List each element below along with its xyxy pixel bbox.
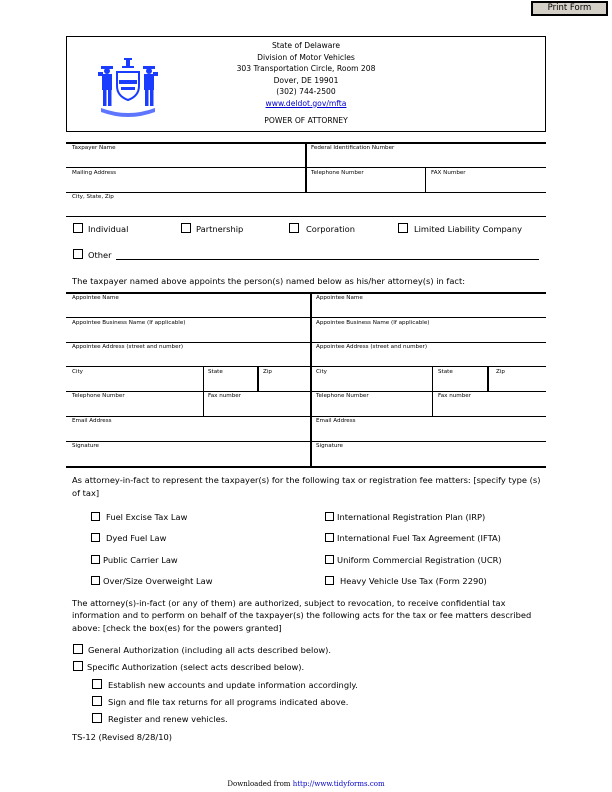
partnership-label: Partnership: [196, 224, 244, 234]
other-label: Other: [88, 250, 112, 260]
divider: [66, 317, 546, 318]
individual-checkbox[interactable]: [73, 223, 83, 233]
appointee1-fax-field[interactable]: [206, 400, 308, 414]
appointee2-phone-field[interactable]: [314, 400, 430, 414]
divider: [203, 366, 204, 391]
appointee1-email-label: Email Address: [72, 418, 112, 424]
appointee2-signature-field[interactable]: [314, 450, 544, 464]
taxpayer-name-label: Taxpayer Name: [72, 145, 116, 151]
establish-accounts-checkbox[interactable]: [92, 679, 102, 689]
appointee2-name-label: Appointee Name: [316, 295, 363, 301]
footer-prefix: Downloaded from: [227, 780, 291, 788]
footer: [0, 780, 612, 788]
divider: [310, 292, 312, 466]
appointee1-state-label: State: [208, 369, 223, 375]
appointee1-address-field[interactable]: [68, 351, 308, 365]
appointee1-business-label: Appointee Business Name (If applicable): [72, 320, 186, 326]
divider: [432, 391, 433, 416]
matters-intro: As attorney-in-fact to represent the taxpayer(s) for the following tax or registration fee matters: [specify type (s) of tax]: [72, 475, 541, 498]
general-authorization-label: General Authorization (including all acts described below).: [88, 645, 332, 655]
divider: [66, 366, 546, 367]
divider: [66, 292, 546, 294]
fein-field[interactable]: [309, 152, 544, 166]
sign-file-returns-checkbox[interactable]: [92, 696, 102, 706]
appointee2-email-label: Email Address: [316, 418, 356, 424]
appointee1-email-field[interactable]: [68, 425, 308, 439]
fuel-excise-label: Fuel Excise Tax Law: [106, 512, 188, 522]
general-authorization-checkbox[interactable]: [73, 644, 83, 654]
appointee2-address-label: Appointee Address (street and number): [316, 344, 427, 350]
appointee2-name-field[interactable]: [314, 302, 544, 316]
divider: [425, 167, 426, 192]
appointee1-city-label: City: [72, 369, 83, 375]
hvut-label: Heavy Vehicle Use Tax (Form 2290): [340, 576, 487, 586]
appointee1-business-field[interactable]: [68, 327, 308, 341]
appointee1-phone-field[interactable]: [68, 400, 201, 414]
header-website-link[interactable]: www.deldot.gov/mfta: [265, 98, 347, 108]
city-state-zip-field[interactable]: [68, 201, 544, 215]
public-carrier-checkbox[interactable]: [91, 555, 100, 564]
ucr-checkbox[interactable]: [325, 555, 334, 564]
city-state-zip-label: City, State, Zip: [72, 194, 114, 200]
divider: [257, 366, 259, 391]
other-checkbox[interactable]: [73, 249, 83, 259]
appoint-statement: The taxpayer named above appoints the person(s) named below as his/her attorney(s) in fact:: [72, 276, 466, 286]
ifta-checkbox[interactable]: [325, 533, 334, 542]
oversize-checkbox[interactable]: [91, 576, 100, 585]
appointee2-zip-field[interactable]: [491, 376, 544, 390]
fein-label: Federal Identification Number: [311, 145, 395, 151]
footer-link[interactable]: http://www.tidyforms.com: [292, 780, 385, 788]
divider: [487, 366, 489, 391]
appointee1-name-field[interactable]: [68, 302, 308, 316]
register-renew-checkbox[interactable]: [92, 713, 102, 723]
appointee2-state-label: State: [438, 369, 453, 375]
appointee1-signature-field[interactable]: [68, 450, 308, 464]
register-renew-label: Register and renew vehicles.: [108, 714, 228, 724]
dyed-fuel-label: Dyed Fuel Law: [106, 533, 167, 543]
fuel-excise-checkbox[interactable]: [91, 512, 100, 521]
corporation-checkbox[interactable]: [289, 223, 299, 233]
appointee2-signature-label: Signature: [316, 443, 343, 449]
header-state: State of Delaware: [271, 41, 341, 50]
appointee1-name-label: Appointee Name: [72, 295, 119, 301]
divider: [66, 416, 546, 417]
divider: [66, 466, 546, 468]
appointee2-business-field[interactable]: [314, 327, 544, 341]
divider: [66, 441, 546, 442]
divider: [66, 342, 546, 343]
oversize-label: Over/Size Overweight Law: [103, 576, 213, 586]
other-input[interactable]: [116, 248, 539, 260]
irp-checkbox[interactable]: [325, 512, 334, 521]
taxpayer-fax-label: FAX Number: [431, 170, 466, 176]
appointee1-address-label: Appointee Address (street and number): [72, 344, 183, 350]
mailing-address-label: Mailing Address: [72, 170, 117, 176]
header-phone: (302) 744-2500: [276, 87, 336, 96]
mailing-address-field[interactable]: [68, 177, 303, 191]
taxpayer-fax-field[interactable]: [429, 177, 544, 191]
print-form-button[interactable]: Print Form: [531, 1, 608, 16]
individual-label: Individual: [88, 224, 129, 234]
divider: [66, 216, 546, 217]
header-city: Dover, DE 19901: [273, 75, 339, 85]
establish-accounts-label: Establish new accounts and update information accordingly.: [108, 680, 358, 690]
specific-authorization-label: Specific Authorization (select acts described below).: [87, 662, 305, 672]
dyed-fuel-checkbox[interactable]: [91, 533, 100, 542]
appointee1-city-field[interactable]: [68, 376, 201, 390]
appointee2-zip-label: Zip: [496, 369, 505, 375]
appointee1-state-field[interactable]: [206, 376, 255, 390]
appointee1-signature-label: Signature: [72, 443, 99, 449]
specific-authorization-checkbox[interactable]: [73, 661, 83, 671]
divider: [66, 167, 546, 168]
ifta-label: International Fuel Tax Agreement (IFTA): [337, 533, 501, 543]
divider: [66, 192, 546, 193]
corporation-label: Corporation: [306, 224, 356, 234]
public-carrier-label: Public Carrier Law: [103, 555, 178, 565]
appointee2-address-field[interactable]: [314, 351, 544, 365]
form-id: TS-12 (Revised 8/28/10): [72, 732, 173, 742]
partnership-checkbox[interactable]: [181, 223, 191, 233]
appointee2-fax-label: Fax number: [438, 393, 472, 399]
appointee2-fax-field[interactable]: [435, 400, 544, 414]
appointee2-email-field[interactable]: [314, 425, 544, 439]
appointee1-zip-field[interactable]: [261, 376, 308, 390]
appointee2-phone-label: Telephone Number: [316, 393, 369, 399]
appointee1-fax-label: Fax number: [208, 393, 242, 399]
form-title: POWER OF ATTORNEY: [264, 116, 348, 125]
taxpayer-phone-label: Telephone Number: [311, 170, 364, 176]
powers-intro: The attorney(s)-in-fact (or any of them) are authorized, subject to revocation, to receive confidential tax information and to perform on behalf of the taxpayer(s) the following acts for the tax or fee matters described above: [check the box(es) for the powers granted]: [72, 598, 532, 633]
irp-label: International Registration Plan (IRP): [337, 512, 486, 522]
appointee2-state-field[interactable]: [435, 376, 485, 390]
divider: [203, 391, 204, 416]
appointee2-city-field[interactable]: [314, 376, 430, 390]
header-division: Division of Motor Vehicles: [257, 52, 355, 62]
taxpayer-phone-field[interactable]: [309, 177, 423, 191]
llc-checkbox[interactable]: [398, 223, 408, 233]
appointee2-business-label: Appointee Business Name (If applicable): [316, 320, 430, 326]
ucr-label: Uniform Commercial Registration (UCR): [337, 555, 502, 565]
sign-file-returns-label: Sign and file tax returns for all programs indicated above.: [108, 697, 349, 707]
header-address: 303 Transportation Circle, Room 208: [236, 64, 376, 73]
hvut-checkbox[interactable]: [325, 576, 334, 585]
appointee2-city-label: City: [316, 369, 327, 375]
appointee1-phone-label: Telephone Number: [72, 393, 125, 399]
llc-label: Limited Liability Company: [414, 224, 523, 234]
taxpayer-name-field[interactable]: [68, 152, 303, 166]
divider: [432, 366, 433, 391]
appointee1-zip-label: Zip: [263, 369, 272, 375]
divider: [66, 391, 546, 392]
delaware-seal-icon: [97, 56, 159, 118]
